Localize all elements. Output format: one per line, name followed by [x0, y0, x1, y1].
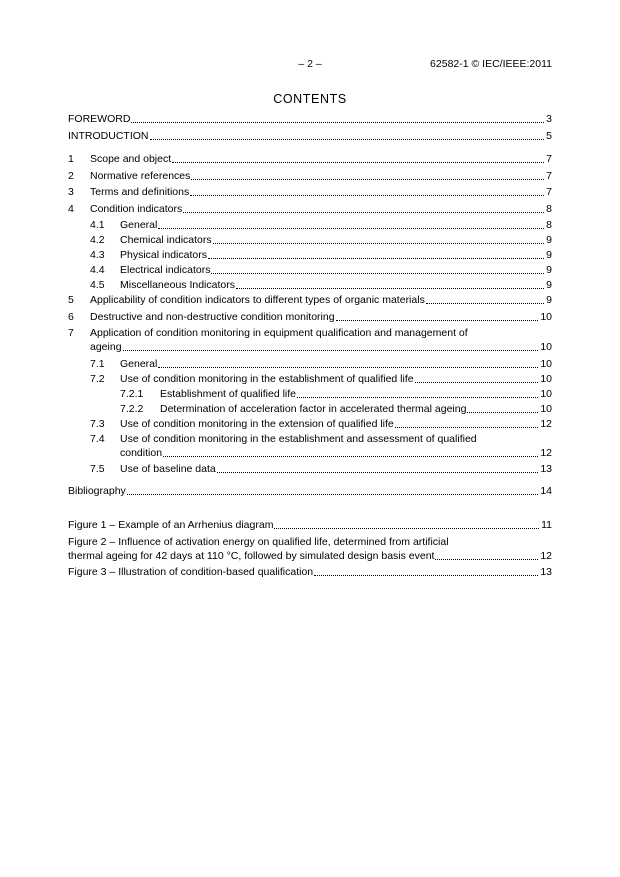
section-spacer	[68, 145, 552, 152]
toc-entry-page: 9	[546, 264, 552, 276]
toc-entry-number: 7.2.2	[120, 402, 144, 415]
leader-dots	[297, 397, 538, 398]
toc-entry-label: INTRODUCTION	[68, 129, 149, 142]
contents-title: CONTENTS	[273, 92, 347, 106]
toc-entry-7[interactable]	[68, 326, 552, 354]
leader-dots	[211, 273, 544, 274]
toc-entry-page: 10	[540, 402, 552, 415]
toc-entry-page: 10	[540, 372, 552, 385]
leader-dots	[236, 288, 544, 289]
toc-entry-7-2-2[interactable]	[68, 402, 552, 416]
toc-entry-1[interactable]	[68, 152, 552, 166]
leader-dots	[183, 212, 544, 213]
toc-entry-4-5[interactable]	[68, 278, 552, 292]
toc-entry-label: Chemical indicators	[120, 234, 212, 246]
toc-entry-page: 10	[540, 310, 552, 323]
figure-entry-3[interactable]	[68, 565, 552, 579]
leader-dots	[395, 427, 539, 428]
toc-entry-label: FOREWORD	[68, 113, 131, 125]
figure-entry-1[interactable]	[68, 518, 552, 532]
toc-entry-number: 7.4	[90, 432, 105, 445]
toc-entry-number: 1	[68, 153, 74, 165]
toc-entry-label: Electrical indicators	[120, 264, 211, 276]
toc-entry-label: Normative references	[90, 169, 191, 182]
leader-dots	[158, 228, 544, 229]
toc-entry-page: 8	[546, 219, 552, 231]
toc-entry-label: Determination of acceleration factor in accelerated thermal ageing	[160, 402, 467, 415]
toc-entry-page: 5	[546, 129, 552, 142]
toc-entry-number: 7.3	[90, 417, 105, 430]
toc-entry-introduction[interactable]	[68, 129, 552, 143]
toc-entry-label: Miscellaneous Indicators	[120, 279, 235, 291]
toc-entry-7-4[interactable]	[68, 432, 552, 460]
toc-entry-4-4[interactable]	[68, 263, 552, 277]
toc-entry-number: 4	[68, 202, 74, 215]
toc-entry-label: General	[120, 357, 158, 370]
toc-entry-number: 7.2.1	[120, 387, 144, 400]
toc-entry-number: 4.3	[90, 249, 105, 261]
leader-dots	[217, 472, 539, 473]
toc-entry-number: 3	[68, 186, 74, 198]
leader-dots	[158, 367, 538, 368]
toc-entry-number: 5	[68, 294, 74, 306]
toc-entry-5[interactable]	[68, 293, 552, 307]
toc-entry-label: Terms and definitions	[90, 186, 190, 198]
toc-entry-number: 2	[68, 169, 74, 182]
leader-dots	[274, 528, 539, 529]
toc-entry-4-1[interactable]	[68, 218, 552, 232]
toc-entry-page: 10	[540, 341, 552, 353]
toc-entry-7-2-1[interactable]	[68, 387, 552, 401]
toc-entry-7-3[interactable]	[68, 417, 552, 431]
toc-entry-number: 6	[68, 310, 74, 323]
toc-entry-page: 9	[546, 279, 552, 291]
leader-dots	[213, 243, 545, 244]
figure-entry-page: 11	[541, 519, 552, 531]
leader-dots	[314, 575, 538, 576]
leader-dots	[426, 303, 544, 304]
toc-entry-number: 4.4	[90, 264, 105, 276]
table-of-contents	[68, 112, 552, 582]
figure-entry-page: 12	[540, 549, 552, 562]
leader-dots	[123, 350, 539, 351]
toc-entry-label: Bibliography	[68, 485, 126, 497]
leader-dots	[435, 559, 538, 560]
standard-reference: 62582-1 © IEC/IEEE:2011	[430, 58, 552, 70]
toc-entry-page: 7	[546, 169, 552, 182]
toc-entry-page: 9	[546, 234, 552, 246]
figure-entry-label-cont: thermal ageing for 42 days at 110 °C, followed by simulated design basis event	[68, 549, 435, 562]
leader-dots	[190, 195, 544, 196]
toc-entry-4-2[interactable]	[68, 233, 552, 247]
toc-entry-bibliography[interactable]	[68, 484, 552, 498]
toc-entry-label: Condition indicators	[90, 202, 183, 215]
toc-entry-page: 7	[546, 153, 552, 165]
toc-entry-page: 9	[546, 249, 552, 261]
toc-entry-label: Scope and object	[90, 153, 172, 165]
leader-dots	[163, 456, 538, 457]
figure-entry-label: Figure 1 – Example of an Arrhenius diagram	[68, 519, 274, 531]
toc-entry-label-cont: ageing	[90, 341, 122, 353]
toc-entry-label: Use of condition monitoring in the establishment of qualified life	[120, 372, 414, 385]
toc-entry-7-2[interactable]	[68, 372, 552, 386]
toc-entry-page: 10	[540, 387, 552, 400]
toc-entry-4[interactable]	[68, 202, 552, 216]
leader-dots	[191, 179, 544, 180]
page-number-marker: – 2 –	[298, 58, 322, 70]
leader-dots	[127, 494, 539, 495]
leader-dots	[467, 412, 538, 413]
leader-dots	[336, 320, 539, 321]
leader-dots	[150, 139, 545, 140]
toc-entry-3[interactable]	[68, 185, 552, 199]
leader-dots	[415, 382, 539, 383]
toc-entry-label: Use of condition monitoring in the establishment and assessment of qualified	[120, 432, 477, 445]
toc-entry-page: 7	[546, 186, 552, 198]
toc-entry-page: 14	[540, 485, 552, 497]
figure-entry-page: 13	[540, 566, 552, 578]
toc-entry-page: 9	[546, 294, 552, 306]
toc-entry-label-cont: condition	[120, 446, 163, 459]
toc-entry-page: 10	[540, 357, 552, 370]
toc-entry-page: 3	[546, 113, 552, 125]
toc-entry-7-5[interactable]	[68, 462, 552, 476]
toc-entry-label: Destructive and non-destructive condition monitoring	[90, 310, 335, 323]
figure-entry-label: Figure 3 – Illustration of condition-based qualification	[68, 566, 314, 578]
figure-list	[68, 518, 552, 579]
toc-entry-label: Application of condition monitoring in equipment qualification and management of	[90, 327, 468, 339]
section-spacer	[68, 477, 552, 484]
toc-entry-page: 13	[540, 463, 552, 475]
toc-entry-number: 7	[68, 327, 74, 339]
toc-entry-number: 7.2	[90, 372, 105, 385]
toc-entry-page: 12	[540, 417, 552, 430]
toc-entry-number: 4.5	[90, 279, 105, 291]
toc-entry-7-1[interactable]	[68, 357, 552, 371]
toc-entry-6[interactable]	[68, 310, 552, 324]
figure-entry-2[interactable]	[68, 535, 552, 563]
toc-entry-number: 7.5	[90, 463, 105, 475]
toc-entry-number: 4.1	[90, 219, 105, 231]
toc-entry-label: Establishment of qualified life	[160, 387, 296, 400]
toc-entry-label: General	[120, 219, 158, 231]
leader-dots	[131, 122, 544, 123]
leader-dots	[172, 162, 544, 163]
toc-entry-label: Use of baseline data	[120, 463, 216, 475]
leader-dots	[208, 258, 544, 259]
toc-entry-4-3[interactable]	[68, 248, 552, 262]
toc-entry-2[interactable]	[68, 169, 552, 183]
toc-entry-number: 7.1	[90, 357, 105, 370]
toc-entry-number: 4.2	[90, 234, 105, 246]
toc-entry-label: Applicability of condition indicators to different types of organic materials	[90, 294, 425, 306]
toc-entry-page: 8	[546, 202, 552, 215]
figure-entry-label: Figure 2 – Influence of activation energy on qualified life, determined from artificial	[68, 535, 449, 548]
toc-entry-page: 12	[540, 446, 552, 459]
toc-entry-foreword[interactable]	[68, 112, 552, 126]
toc-entry-label: Use of condition monitoring in the extension of qualified life	[120, 417, 394, 430]
toc-entry-label: Physical indicators	[120, 249, 207, 261]
